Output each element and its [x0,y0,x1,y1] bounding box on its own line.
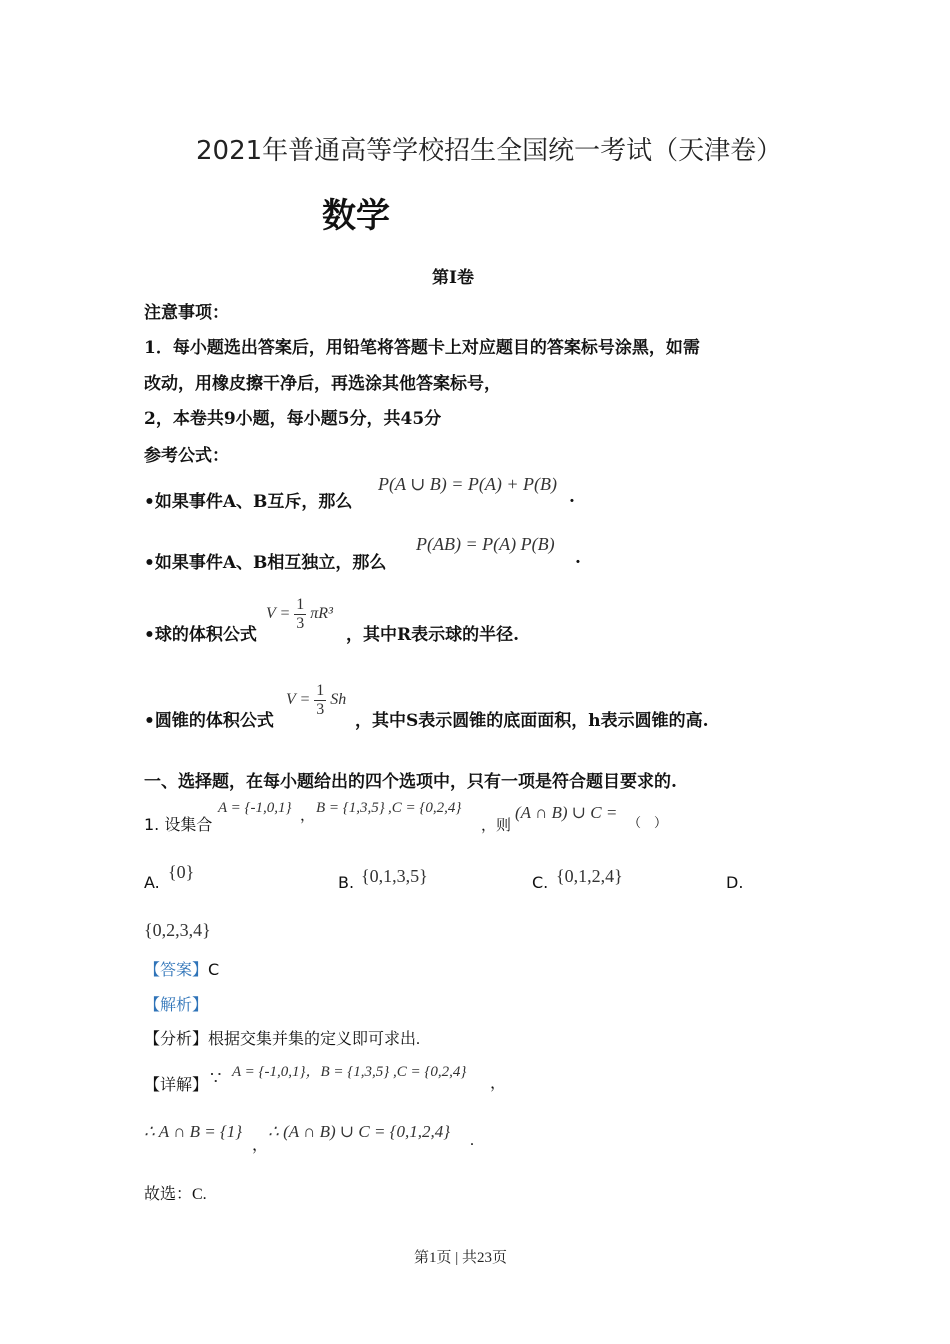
formula-cone-den: 3 [316,700,325,718]
option-d-value[interactable]: {0,2,3,4} [144,920,211,940]
question-1-expression: (A ∩ B) ∪ C = [515,803,618,822]
detail-comma: ， [490,1075,507,1092]
question-1-answer-paren: （ ） [628,816,668,831]
formula-sphere-rhs: πR³ [310,604,333,622]
formulas-heading: 参考公式： [144,446,229,466]
subject-title: 数学 [322,196,390,236]
question-1-set-c: ,C = {0,2,4} [388,800,462,816]
formula-sphere-num: 1 [296,596,305,613]
formula-cone-text: •圆锥的体积公式 [144,711,274,731]
notes-heading: 注意事项： [144,303,229,323]
formula-sphere-lhs: V = [266,604,291,622]
formula-cone-fraction [314,682,326,718]
answer-tag: 【答案】 [144,962,209,979]
detail-sets: A = {-1,0,1}，B = {1,3,5} ,C = {0,2,4} [232,1064,467,1080]
exam-title: 2021年普通高等学校招生全国统一考试（天津卷） [196,136,783,166]
solution-step-end: . [470,1132,474,1149]
option-b-value[interactable]: {0,1,3,5} [361,866,428,886]
analysis-tag: 【解析】 [144,997,209,1014]
solution-step-1: ∴ A ∩ B = {1} [144,1122,243,1141]
option-b-label[interactable]: B. [338,873,355,892]
option-c-value[interactable]: {0,1,2,4} [556,866,623,886]
formula-independent-math: P(AB) = P(A) P(B) [416,534,555,554]
option-a-value[interactable]: {0} [168,862,195,882]
notes-item-1-line-1: 1．每小题选出答案后，用铅笔将答题卡上对应题目的答案标号涂黑，如需 [144,338,700,358]
formula-sphere-math [266,596,333,632]
formula-exclusive-math: P(A ∪ B) = P(A) + P(B) [378,474,557,494]
answer-line [144,957,219,980]
formula-cone-num: 1 [316,682,325,699]
option-d-label[interactable]: D. [726,873,744,892]
option-c-label[interactable]: C. [532,873,549,892]
question-1-prefix: 1. 设集合 [144,815,213,834]
formula-cone-rhs: Sh [330,690,347,708]
detail-because: ∵ [210,1068,222,1088]
solution-step-sep: ， [252,1137,269,1154]
page-footer: 第1页 | 共23页 [414,1250,508,1266]
notes-item-1-line-2: 改动，用橡皮擦干净后，再选涂其他答案标号， [144,374,501,394]
formula-cone-math [286,682,346,718]
analysis-summary: 【分析】根据交集并集的定义即可求出. [144,1031,421,1048]
conclusion: 故选：C. [144,1186,207,1203]
formula-sphere-den: 3 [296,614,305,632]
formula-sphere-fraction [294,596,306,632]
question-1-then: ，则 [481,816,512,834]
question-1-set-b: B = {1,3,5} [316,800,385,816]
option-a-label[interactable]: A. [144,873,160,892]
formula-exclusive-end: . [569,487,575,507]
question-1-set-a: A = {-1,0,1} [218,800,292,816]
formula-exclusive-text: •如果事件A、B互斥，那么 [144,492,353,512]
formula-cone-lhs: V = [286,690,311,708]
detail-tag: 【详解】 [144,1077,209,1094]
section-heading: 一、选择题，在每小题给出的四个选项中，只有一项是符合题目要求的. [144,772,677,792]
formula-independent-end: . [575,548,581,568]
question-1-sep: ， [300,806,316,824]
formula-sphere-tail: ，其中R表示球的半径. [346,625,520,645]
notes-item-2: 2，本卷共9小题，每小题5分，共45分 [144,409,442,429]
answer-value: C [208,960,220,979]
formula-sphere-text: •球的体积公式 [144,625,257,645]
formula-cone-tail: ，其中S表示圆锥的底面面积，h表示圆锥的高. [355,711,709,731]
volume-label: 第I卷 [432,268,474,288]
formula-independent-text: •如果事件A、B相互独立，那么 [144,553,387,573]
solution-step-2: ∴ (A ∩ B) ∪ C = {0,1,2,4} [268,1122,451,1141]
